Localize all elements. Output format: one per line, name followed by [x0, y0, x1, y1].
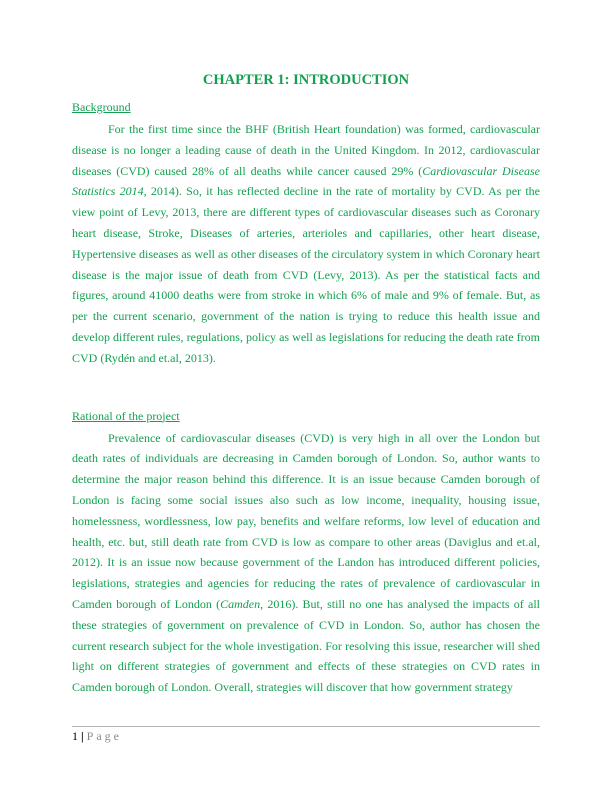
page-content	[72, 70, 540, 698]
paragraph-citation-italic: Cardiovascular Disease Statistics 2014	[72, 163, 540, 199]
chapter-title: CHAPTER 1: INTRODUCTION	[202, 72, 410, 88]
background-paragraph	[72, 119, 540, 369]
paragraph-text: , 2014). So, it has reflected decline in the rate of mortality by CVD. As per the view point of Levy, 2013, there are different types of cardiovascular diseases such as Coronary heart disease, Stroke, Diseases of arteries, arterioles and capillaries, other heart disease, Hypertensive diseases as well as other diseases of the circulatory system in which Coronary heart disease is the major issue of death from CVD (Levy, 2013). As per the statistical facts and figures, around 41000 deaths were from stroke in which 6% of male and 9% of female. But, as per the current scenario, government of the nation is trying to reduce this health issue and develop different rules, regulations, policy as well as legislations for reducing the death rate from CVD (Rydén and et.al, 2013).	[72, 184, 540, 365]
paragraph-text: , 2016). But, still no one has analysed the impacts of all these strategies of government on prevalence of CVD in London. So, author has chosen the current research subject for the whole investigation. For resolving this issue, researcher will shed light on different strategies of government and effects of these strategies on CVD rates in Camden borough of London. Overall, strategies will discover that how government strategy	[72, 596, 541, 695]
page-number: 1	[72, 729, 78, 743]
section-heading-background: Background	[72, 100, 131, 114]
paragraph-citation-italic: Camden	[220, 596, 261, 611]
rational-paragraph	[72, 428, 540, 698]
footer-separator: |	[81, 729, 84, 743]
page-label: Page	[86, 729, 122, 743]
paragraph-text: For the first time since the BHF (British Heart foundation) was formed, cardiovascular disease is no longer a leading cause of death in the United Kingdom. In 2012, cardiovascular diseases (CVD) caused 28% of all deaths while cancer caused 29% (	[72, 122, 540, 178]
page-footer	[72, 728, 122, 744]
section-spacer	[72, 369, 540, 407]
section-heading-rational: Rational of the project	[72, 408, 180, 423]
footer-divider	[72, 726, 540, 727]
paragraph-text: Prevalence of cardiovascular diseases (CVD) is very high in all over the London but death rates of individuals are decreasing in Camden borough of London. So, author wants to determine the major reason behind this difference. It is an issue because Camden borough of London is facing some social issues also such as low income, inequality, housing issue, homelessness, wordlessness, low pay, benefits and welfare reforms, low level of education and health, etc. but, still death rate from CVD is low as compare to other areas (Daviglus and et.al, 2012). It is an issue now because government of the Landon has introduced different policies, legislations, strategies and agencies for reducing the rates of prevalence of cardiovascular in Camden borough of London (	[72, 430, 540, 611]
